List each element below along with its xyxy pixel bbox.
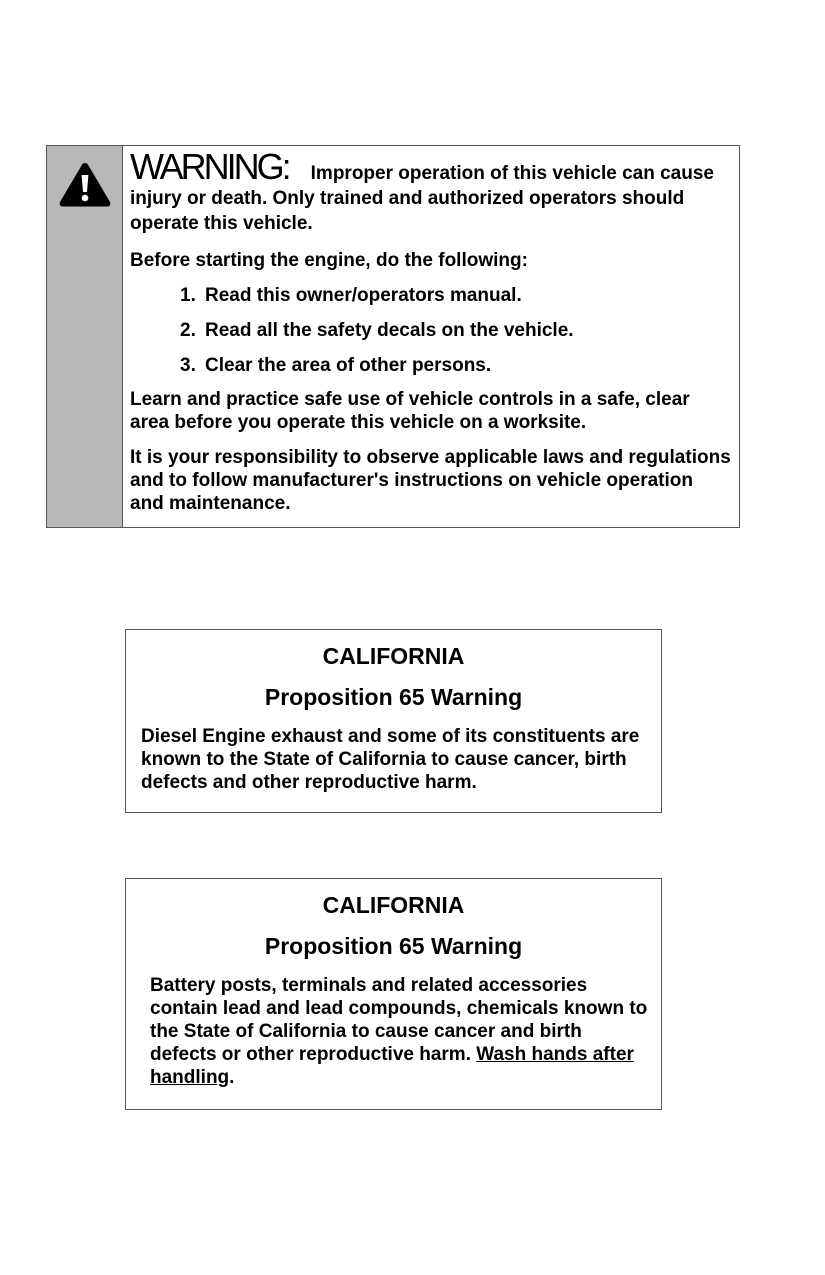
prop65-diesel-box — [125, 629, 662, 813]
steps-list — [130, 283, 731, 378]
warning-intro: Improper operation of this vehicle can cause injury or death. Only trained and authorized operators should operate this vehicle. — [130, 163, 714, 234]
prop65-heading: CALIFORNIA — [322, 892, 465, 918]
alert-triangle-icon — [58, 160, 112, 208]
learn-paragraph: Learn and practice safe use of vehicle controls in a safe, clear area before you operate this vehicle on a worksite. — [130, 389, 690, 433]
prop65-battery-text: Battery posts, terminals and related accessories contain lead and lead compounds, chemicals known to the State of California to cause cancer and birth defects or other reproductive harm. — [150, 975, 648, 1065]
warning-content — [123, 146, 739, 527]
warning-intro-paragraph — [130, 146, 731, 236]
step-text: Read this owner/operators manual. — [205, 285, 522, 306]
step-number: 1. — [180, 285, 196, 306]
before-start-heading: Before starting the engine, do the following: — [130, 250, 528, 271]
list-item — [130, 318, 731, 343]
step-number: 3. — [180, 355, 196, 376]
wash-hands-emphasis: Wash hands after handling — [150, 1044, 634, 1088]
prop65-subheading: Proposition 65 Warning — [264, 684, 523, 710]
prop65-heading: CALIFORNIA — [322, 643, 465, 669]
prop65-battery-box — [125, 878, 662, 1110]
list-item — [130, 283, 731, 308]
step-number: 2. — [180, 320, 196, 341]
step-text: Clear the area of other persons. — [205, 355, 492, 376]
warning-sidebar — [47, 146, 123, 527]
step-text: Read all the safety decals on the vehicle. — [205, 320, 574, 341]
prop65-diesel-text: Diesel Engine exhaust and some of its constituents are known to the State of California to cause cancer, birth defects and other reproductive harm. — [141, 726, 640, 793]
operator-warning-box — [46, 145, 740, 528]
prop65-subheading: Proposition 65 Warning — [264, 933, 523, 959]
responsibility-paragraph: It is your responsibility to observe applicable laws and regulations and to follow manufacturer's instructions on vehicle operation and maintenance. — [130, 447, 731, 514]
warning-title: WARNING: — [130, 146, 289, 187]
list-item — [130, 353, 731, 378]
wash-hands-period: . — [229, 1067, 235, 1088]
prop65-battery-text-block — [126, 974, 661, 1089]
